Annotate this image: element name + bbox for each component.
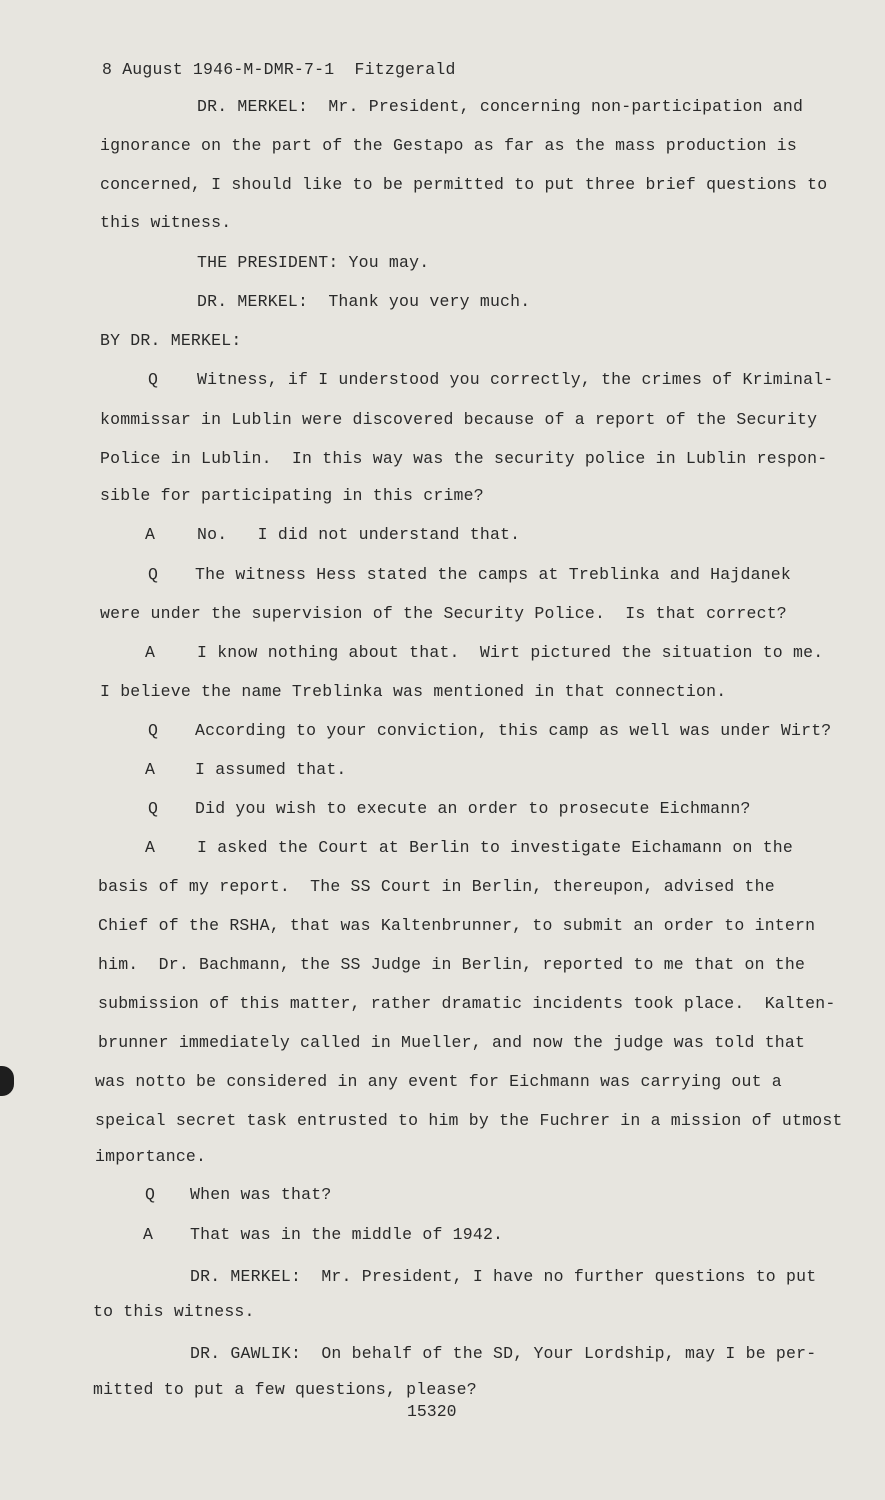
text-line: to this witness. — [93, 1302, 255, 1321]
question-marker: Q — [148, 565, 158, 584]
answer-marker: A — [145, 838, 155, 857]
text-line: According to your conviction, this camp as well was under Wirt? — [195, 721, 832, 740]
text-line: Did you wish to execute an order to prosecute Eichmann? — [195, 799, 751, 818]
text-line: submission of this matter, rather dramatic incidents took place. Kalten- — [98, 994, 836, 1013]
answer-marker: A — [143, 1225, 153, 1244]
answer-marker: A — [145, 760, 155, 779]
text-line: speical secret task entrusted to him by the Fuchrer in a mission of utmost — [95, 1111, 843, 1130]
punch-hole — [0, 1066, 14, 1096]
answer-marker: A — [145, 643, 155, 662]
text-line: kommissar in Lublin were discovered because of a report of the Security — [100, 410, 818, 429]
text-line: BY DR. MERKEL: — [100, 331, 242, 350]
text-line: Witness, if I understood you correctly, the crimes of Kriminal- — [197, 370, 834, 389]
text-line: I asked the Court at Berlin to investigate Eichamann on the — [197, 838, 793, 857]
text-line: brunner immediately called in Mueller, and now the judge was told that — [98, 1033, 806, 1052]
text-line: him. Dr. Bachmann, the SS Judge in Berlin, reported to me that on the — [98, 955, 806, 974]
text-line: The witness Hess stated the camps at Treblinka and Hajdanek — [195, 565, 791, 584]
text-line: DR. MERKEL: Thank you very much. — [197, 292, 531, 311]
text-line: this witness. — [100, 213, 232, 232]
text-line: That was in the middle of 1942. — [190, 1225, 504, 1244]
question-marker: Q — [145, 1185, 155, 1204]
text-line: concerned, I should like to be permitted to put three brief questions to — [100, 175, 828, 194]
text-line: importance. — [95, 1147, 207, 1166]
text-line: DR. MERKEL: Mr. President, concerning non-participation and — [197, 97, 804, 116]
text-line: was notto be considered in any event for Eichmann was carrying out a — [95, 1072, 782, 1091]
question-marker: Q — [148, 721, 158, 740]
text-line: I believe the name Treblinka was mentioned in that connection. — [100, 682, 727, 701]
text-line: No. I did not understand that. — [197, 525, 521, 544]
text-line: When was that? — [190, 1185, 332, 1204]
page-number: 15320 — [407, 1402, 457, 1421]
text-line: I assumed that. — [195, 760, 347, 779]
question-marker: Q — [148, 370, 158, 389]
text-line: sible for participating in this crime? — [100, 486, 484, 505]
text-line: DR. MERKEL: Mr. President, I have no further questions to put — [190, 1267, 817, 1286]
page-header: 8 August 1946-M-DMR-7-1 Fitzgerald — [102, 60, 456, 79]
text-line: DR. GAWLIK: On behalf of the SD, Your Lordship, may I be per- — [190, 1344, 817, 1363]
text-line: basis of my report. The SS Court in Berlin, thereupon, advised the — [98, 877, 775, 896]
text-line: I know nothing about that. Wirt pictured the situation to me. — [197, 643, 824, 662]
answer-marker: A — [145, 525, 155, 544]
text-line: THE PRESIDENT: You may. — [197, 253, 430, 272]
text-line: mitted to put a few questions, please? — [93, 1380, 477, 1399]
question-marker: Q — [148, 799, 158, 818]
text-line: ignorance on the part of the Gestapo as far as the mass production is — [100, 136, 798, 155]
text-line: were under the supervision of the Security Police. Is that correct? — [100, 604, 787, 623]
text-line: Chief of the RSHA, that was Kaltenbrunner, to submit an order to intern — [98, 916, 816, 935]
text-line: Police in Lublin. In this way was the security police in Lublin respon- — [100, 449, 828, 468]
